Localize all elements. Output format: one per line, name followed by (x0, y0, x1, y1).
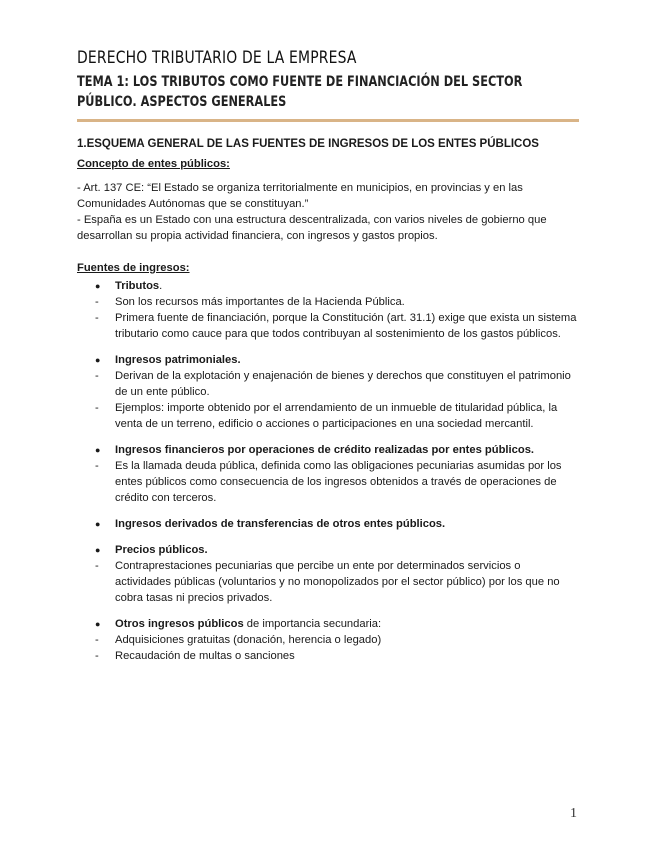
bullet-icon: ● (95, 355, 101, 365)
list-item-tributos (77, 278, 577, 294)
list-item-precios-publicos (77, 542, 577, 558)
document-body (77, 136, 577, 664)
page-number: 1 (570, 806, 577, 821)
bullet-icon: ● (95, 545, 101, 555)
list-detail (77, 294, 577, 310)
item-label: Otros ingresos públicos (115, 618, 244, 630)
list-detail (77, 648, 577, 664)
item-suffix: . (159, 280, 163, 292)
detail-text: Primera fuente de financiación, porque la Constitución (art. 31.1) exige que exista un sistema tributario como cauce para que todos contribuyan al sostenimiento de los gastos públicos. (115, 312, 577, 340)
concepto-paragraph-2: - España es un Estado con una estructura descentralizada, con varios niveles de gobierno que desarrollan su propia actividad financiera, con ingresos y gastos propios. (77, 214, 547, 242)
list-detail (77, 400, 577, 432)
item-label: Ingresos derivados de transferencias de otros entes públicos. (115, 518, 446, 530)
detail-text: Adquisiciones gratuitas (donación, herencia o legado) (115, 634, 382, 646)
list-item-ingresos-financieros (77, 442, 577, 458)
dash-icon: - (95, 402, 99, 414)
list-detail (77, 310, 577, 342)
dash-icon: - (95, 312, 99, 324)
document-subtitle: TEMA 1: LOS TRIBUTOS COMO FUENTE DE FINANCIACIÓN DEL SECTOR PÚBLICO. ASPECTOS GENERALES (77, 74, 523, 110)
detail-text: Contraprestaciones pecuniarias que percibe un ente por determinados servicios o actividades públicas (voluntarios y no monopolizados por el sector público) por los que no cobra tasas ni precios privados. (115, 560, 560, 604)
dash-icon: - (95, 370, 99, 382)
list-item-ingresos-patrimoniales (77, 352, 577, 368)
detail-text: Ejemplos: importe obtenido por el arrendamiento de un inmueble de titularidad pública, la venta de un terreno, edificio o acciones o participaciones en una sociedad mercantil. (115, 402, 558, 430)
list-detail (77, 458, 577, 506)
dash-icon: - (95, 650, 99, 662)
concepto-heading: Concepto de entes públicos: (77, 158, 230, 170)
item-label: Ingresos patrimoniales. (115, 354, 241, 366)
dash-icon: - (95, 560, 99, 572)
detail-text: Son los recursos más importantes de la Hacienda Pública. (115, 296, 405, 308)
list-detail (77, 632, 577, 648)
dash-icon: - (95, 296, 99, 308)
list-detail (77, 368, 577, 400)
fuentes-heading: Fuentes de ingresos: (77, 262, 190, 274)
document-title: DERECHO TRIBUTARIO DE LA EMPRESA (77, 48, 357, 68)
concepto-paragraph-1: - Art. 137 CE: “El Estado se organiza territorialmente en municipios, en provincias y en las Comunidades Autónomas que se constituyan.” (77, 182, 523, 210)
dash-icon: - (95, 634, 99, 646)
item-label: Tributos (115, 280, 160, 292)
detail-text: Es la llamada deuda pública, definida como las obligaciones pecuniarias asumidas por los entes públicos como consecuencia de los ingresos obtenidos a través de operaciones de crédito con terceros. (115, 460, 562, 504)
list-detail (77, 558, 577, 606)
dash-icon: - (95, 460, 99, 472)
item-suffix: de importancia secundaria: (243, 618, 382, 630)
header-divider (77, 119, 579, 122)
item-label: Precios públicos. (115, 544, 208, 556)
section-heading: 1.ESQUEMA GENERAL DE LAS FUENTES DE INGRESOS DE LOS ENTES PÚBLICOS (77, 138, 539, 150)
bullet-icon: ● (95, 519, 101, 529)
bullet-icon: ● (95, 281, 101, 291)
item-label: Ingresos financieros por operaciones de crédito realizadas por entes públicos. (115, 444, 535, 456)
bullet-icon: ● (95, 619, 101, 629)
list-item-otros-ingresos (77, 616, 577, 632)
detail-text: Recaudación de multas o sanciones (115, 650, 295, 662)
detail-text: Derivan de la explotación y enajenación de bienes y derechos que constituyen el patrimonio de un ente público. (115, 370, 571, 398)
list-item-transferencias (77, 516, 577, 532)
bullet-icon: ● (95, 445, 101, 455)
